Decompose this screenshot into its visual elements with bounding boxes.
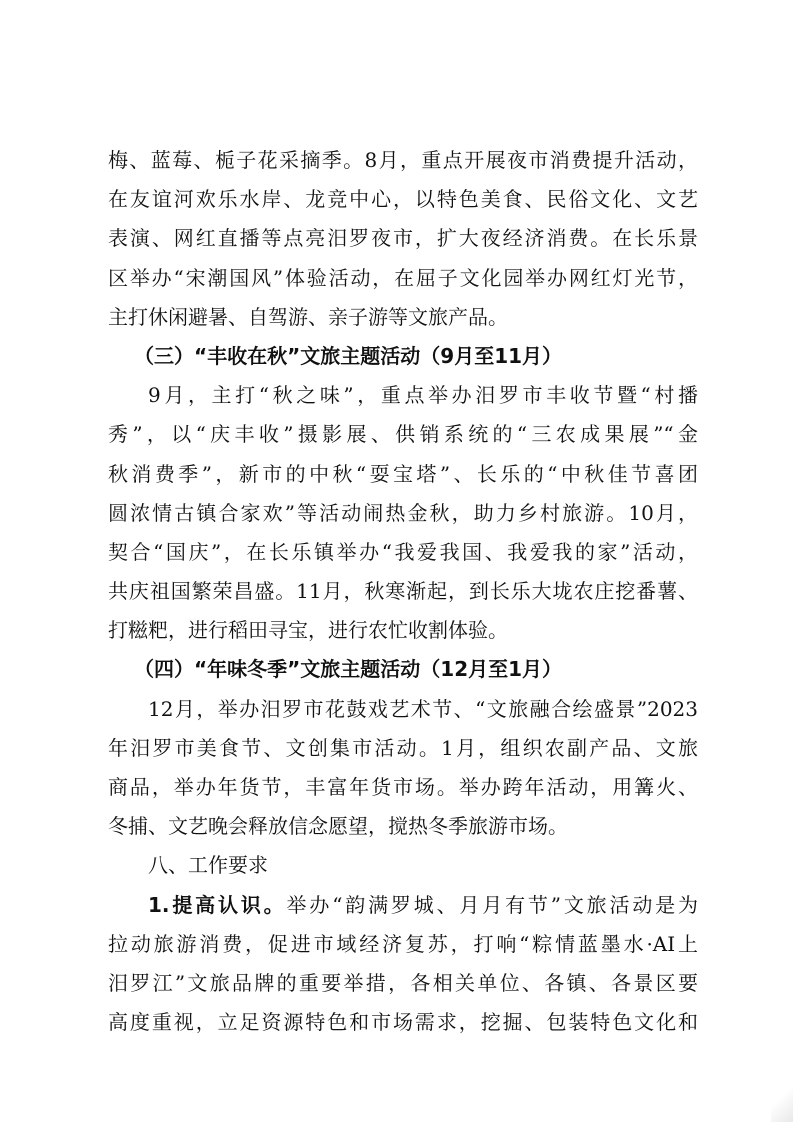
body-line: 在友谊河欢乐水岸、龙竞中心，以特色美食、民俗文化、文艺 [108,187,698,212]
body-line: 高度重视，立足资源特色和市场需求，挖掘、包装特色文化和 [108,1010,698,1035]
body-line: 9月，主打“秋之味”，重点举办汨罗市丰收节暨“村播 [148,383,698,408]
body-line: 圆浓情古镇合家欢”等活动闹热金秋，助力乡村旅游。10月， [108,500,698,525]
item-1-lead: 1.提高认识。 [148,892,287,917]
section-heading-work-requirements: 八、工作要求 [148,853,268,878]
body-line: 拉动旅游消费，促进市域经济复苏，打响“粽情蓝墨水·AI上 [108,931,698,956]
page-corner-shadow [771,1082,793,1122]
body-line: 契合“国庆”，在长乐镇举办“我爱我国、我爱我的家”活动， [108,539,698,564]
body-line: 商品，举办年货节，丰富年货市场。举办跨年活动，用篝火、 [108,775,698,799]
body-line: 共庆祖国繁荣昌盛。11月，秋寒渐起，到长乐大垅农庄挖番薯、 [108,579,698,604]
body-line: 冬捕、文艺晚会释放信念愿望，搅热冬季旅游市场。 [108,814,568,839]
subheading-autumn: （三）“丰收在秋”文旅主题活动（9月至11月） [134,343,563,368]
body-line: 12月，举办汨罗市花鼓戏艺术节、“文旅融合绘盛景”2023 [148,696,698,721]
body-text [108,141,698,1042]
body-line: 打糍粑，进行稻田寻宝，进行农忙收割体验。 [108,618,508,643]
body-line: 梅、蓝莓、栀子花采摘季。8月，重点开展夜市消费提升活动， [108,148,698,172]
subheading-winter: （四）“年味冬季”文旅主题活动（12月至1月） [134,657,563,682]
item-1-text: 举办“韵满罗城、月月有节”文旅活动是为 [286,892,698,917]
body-line: 秋消费季”，新市的中秋“耍宝塔”、长乐的“中秋佳节喜团 [108,461,698,486]
body-line: 秀”，以“庆丰收”摄影展、供销系统的“三农成果展”“金 [108,422,698,447]
body-line: 区举办“宋潮国风”体验活动，在屈子文化园举办网红灯光节， [108,265,698,290]
item-1-line [108,886,698,925]
body-line: 汨罗江”文旅品牌的重要举措，各相关单位、各镇、各景区要 [108,970,698,995]
body-line: 年汨罗市美食节、文创集市活动。1月，组织农副产品、文旅 [108,735,698,760]
body-line: 表演、网红直播等点亮汨罗夜市，扩大夜经济消费。在长乐景 [108,226,698,251]
body-line: 主打休闲避暑、自驾游、亲子游等文旅产品。 [108,304,508,329]
